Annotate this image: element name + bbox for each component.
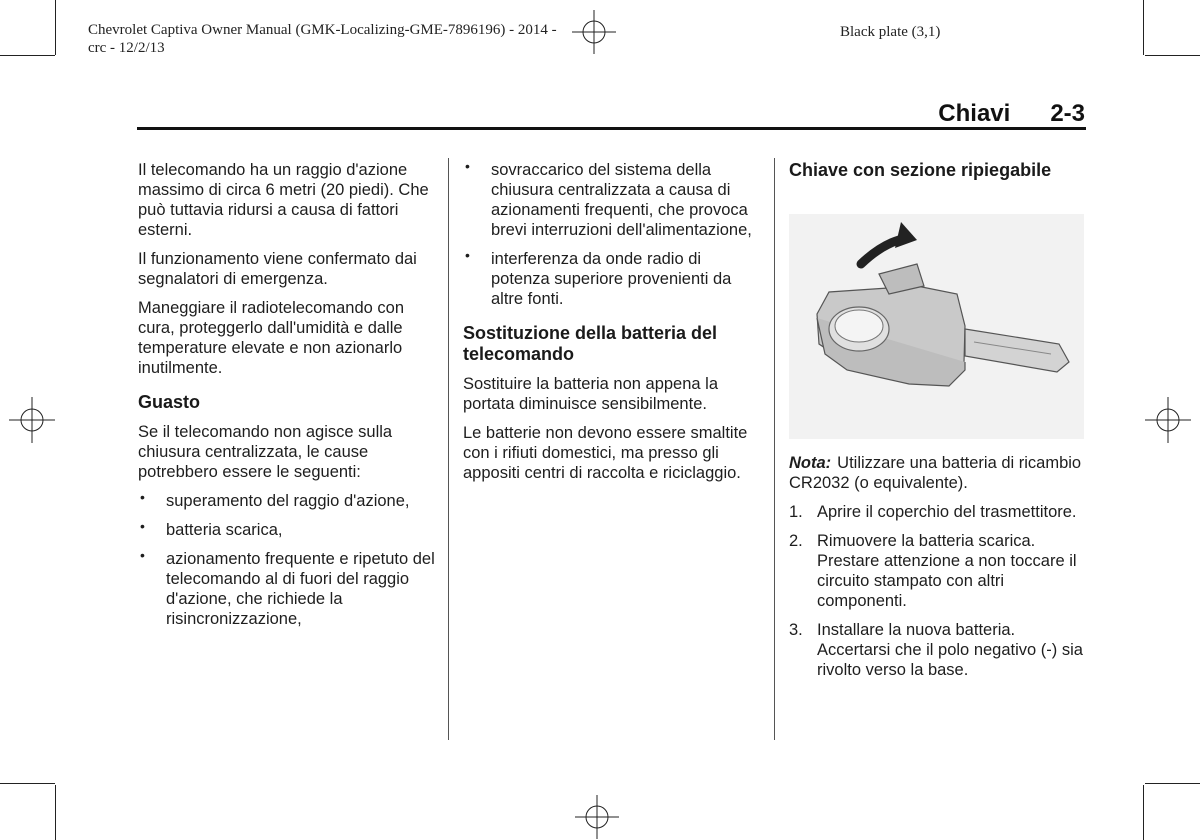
section-heading-chiave: Chiave con sezione ripiegabile <box>789 160 1052 180</box>
crop-mark <box>55 0 56 55</box>
note-text: Utilizzare una batteria di ricambio CR2032 (o equivalente). <box>789 454 1082 492</box>
crop-mark <box>55 785 56 840</box>
list-item <box>789 531 1089 611</box>
registration-target-icon <box>572 10 616 54</box>
list-item <box>789 502 1089 522</box>
step-number: 3. <box>789 621 803 639</box>
registration-target-icon <box>1145 397 1191 443</box>
paragraph: Le batterie non devono essere smaltite con i rifiuti domestici, ma presso gli appositi centri di raccolta e riciclaggio. <box>463 424 748 482</box>
list-item: • superamento del raggio d'azione, <box>138 491 438 511</box>
note-paragraph <box>789 453 1089 493</box>
list-item: • interferenza da onde radio di potenza superiore provenienti da altre fonti. <box>463 249 763 309</box>
print-meta-line2: crc - 12/2/13 <box>88 40 165 56</box>
key-battery-illustration <box>789 194 1084 439</box>
paragraph: Maneggiare il radiotelecomando con cura, proteggerlo dall'umidità e dalle temperature elevate e non azionarlo inutilmente. <box>138 299 404 377</box>
column-divider <box>448 158 449 740</box>
print-meta-line1: Chevrolet Captiva Owner Manual (GMK-Localizing-GME-7896196) - 2014 - <box>88 22 557 38</box>
step-text: Aprire il coperchio del trasmettitore. <box>817 503 1077 521</box>
paragraph: Se il telecomando non agisce sulla chiusura centralizzata, le cause potrebbero essere le seguenti: <box>138 423 393 481</box>
step-text: Rimuovere la batteria scarica. Prestare attenzione a non toccare il circuito stampato con altri componenti. <box>817 532 1077 610</box>
list-item: • sovraccarico del sistema della chiusura centralizzata a causa di azionamenti frequenti, che provoca brevi interruzioni dell'alimentazione, <box>463 160 763 240</box>
section-heading-sostituzione: Sostituzione della batteria del telecomando <box>463 323 718 364</box>
crop-mark <box>0 783 55 784</box>
list-item: • azionamento frequente e ripetuto del telecomando al di fuori del raggio d'azione, che richiede la risincronizzazione, <box>138 549 438 629</box>
column-1 <box>138 160 438 638</box>
note-label: Nota: <box>789 454 832 472</box>
crop-mark <box>1143 0 1144 55</box>
bullet-list <box>463 160 763 309</box>
running-header <box>685 100 1085 128</box>
column-divider <box>774 158 775 740</box>
page-number: 2-3 <box>1050 100 1085 127</box>
print-meta-plate: Black plate (3,1) <box>840 24 941 40</box>
column-3 <box>789 160 1089 689</box>
column-2 <box>463 160 763 492</box>
list-item: • batteria scarica, <box>138 520 438 540</box>
paragraph: Il funzionamento viene confermato dai segnalatori di emergenza. <box>138 250 417 288</box>
paragraph: Il telecomando ha un raggio d'azione massimo di circa 6 metri (20 piedi). Che può tuttavia ridursi a causa di fattori esterni. <box>138 161 429 239</box>
section-heading-guasto: Guasto <box>138 392 201 412</box>
crop-mark <box>0 55 55 56</box>
registration-target-icon <box>9 397 55 443</box>
crop-mark <box>1143 785 1144 840</box>
header-rule <box>137 127 1086 130</box>
bullet-list <box>138 491 438 629</box>
paragraph: Sostituire la batteria non appena la portata diminuisce sensibilmente. <box>463 375 719 413</box>
section-title: Chiavi <box>938 100 1011 127</box>
step-number: 2. <box>789 532 803 550</box>
crop-mark <box>1145 783 1200 784</box>
list-item <box>789 620 1089 680</box>
step-text: Installare la nuova batteria. Accertarsi che il polo negativo (-) sia rivolto verso la base. <box>817 621 1083 679</box>
step-number: 1. <box>789 503 803 521</box>
registration-target-icon <box>575 795 619 839</box>
crop-mark <box>1145 55 1200 56</box>
numbered-list <box>789 502 1089 680</box>
